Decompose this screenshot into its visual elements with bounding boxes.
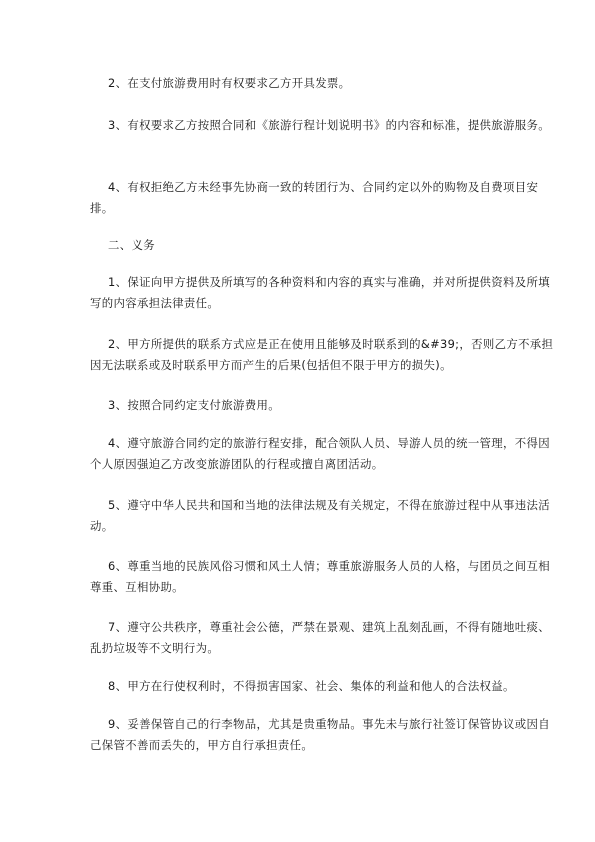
paragraph-right-4: 4、有权拒绝乙方未经事先协商一致的转团行为、合同约定以外的购物及自费项目安排。 — [90, 180, 539, 215]
paragraph-duty-8: 8、甲方在行使权利时，不得损害国家、社会、集体的利益和他人的合法权益。 — [108, 679, 515, 693]
paragraph-duty-5: 5、遵守中华人民共和国和当地的法律法规及有关规定，不得在旅游过程中从事违法活动。 — [90, 498, 551, 533]
paragraph-duty-2: 2、甲方所提供的联系方式应是正在使用且能够及时联系到的&#39;，否则乙方不承担因无法联系或及时联系甲方而产生的后果(包括但不限于甲方的损失)。 — [90, 337, 554, 372]
paragraph-duty-6: 6、尊重当地的民族风俗习惯和风土人情；尊重旅游服务人员的人格，与团员之间互相尊重、互相协助。 — [90, 559, 551, 594]
section-heading-duties: 二、义务 — [108, 238, 155, 252]
paragraph-duty-3: 3、按照合同约定支付旅游费用。 — [108, 398, 280, 412]
paragraph-duty-7: 7、遵守公共秩序，尊重社会公德，严禁在景观、建筑上乱刻乱画，不得有随地吐痰、乱扔垃圾等不文明行为。 — [90, 620, 551, 655]
paragraph-right-3: 3、有权要求乙方按照合同和《旅游行程计划说明书》的内容和标准，提供旅游服务。 — [108, 118, 551, 132]
paragraph-right-2: 2、在支付旅游费用时有权要求乙方开具发票。 — [108, 76, 351, 90]
paragraph-duty-9: 9、妥善保管自己的行李物品，尤其是贵重物品。事先未与旅行社签订保管协议或因自己保管不善而丢失的，甲方自行承担责任。 — [90, 717, 551, 752]
paragraph-duty-1: 1、保证向甲方提供及所填写的各种资料和内容的真实与准确，并对所提供资料及所填写的内容承担法律责任。 — [90, 275, 551, 310]
paragraph-duty-4: 4、遵守旅游合同约定的旅游行程安排，配合领队人员、导游人员的统一管理，不得因个人原因强迫乙方改变旅游团队的行程或擅自离团活动。 — [90, 436, 551, 471]
